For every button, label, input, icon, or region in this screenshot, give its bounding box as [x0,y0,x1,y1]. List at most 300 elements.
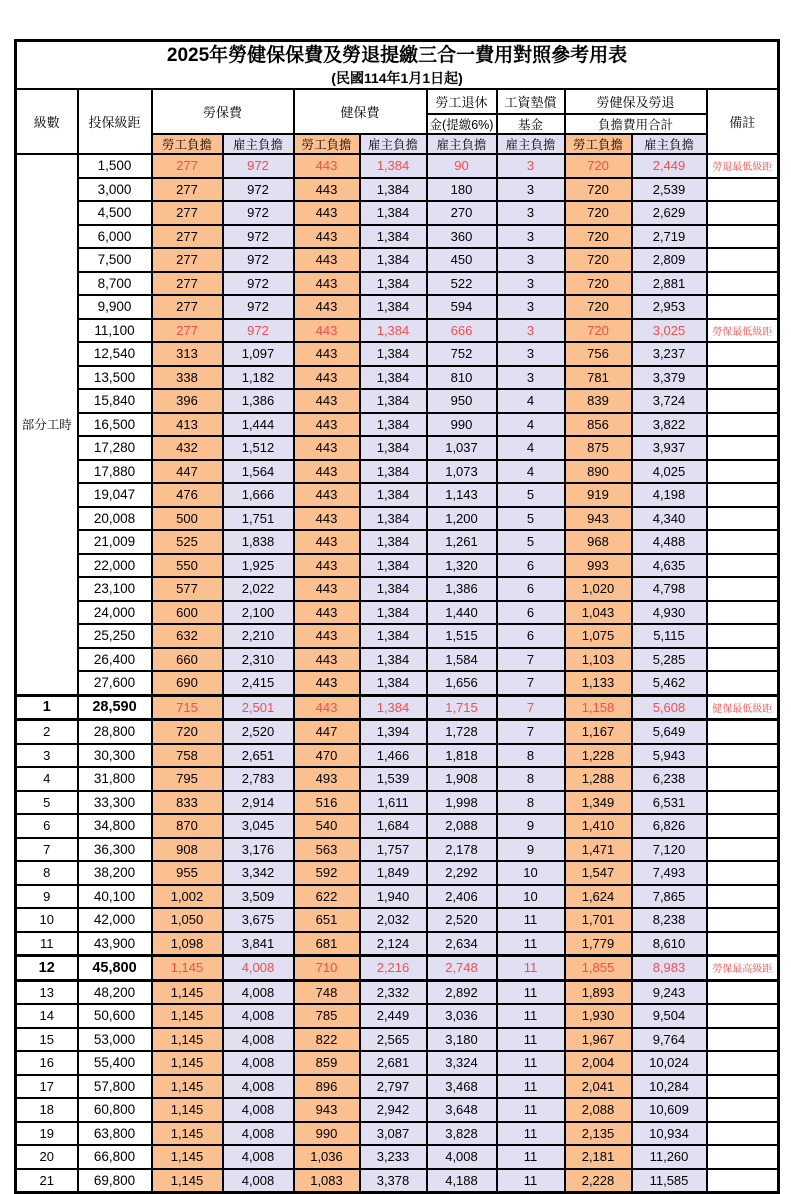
bracket-cell: 6,000 [78,225,152,249]
bracket-cell: 66,800 [78,1145,152,1169]
health-worker-cell: 470 [294,744,360,768]
health-worker-cell: 710 [294,956,360,981]
labor-employer-cell: 1,512 [223,436,294,460]
health-worker-cell: 443 [294,554,360,578]
wage-fund-employer-cell: 8 [497,791,565,815]
labor-employer-cell: 2,914 [223,791,294,815]
wage-fund-employer-cell: 9 [497,838,565,862]
table-row [16,744,779,768]
note-cell [707,885,779,909]
wage-fund-employer-cell: 11 [497,1028,565,1052]
bracket-cell: 12,540 [78,342,152,366]
health-employer-cell: 2,332 [360,980,427,1004]
labor-worker-cell: 396 [152,389,223,413]
bracket-cell: 1,500 [78,154,152,178]
total-employer-cell: 6,826 [632,814,707,838]
total-employer-cell: 9,243 [632,980,707,1004]
labor-employer-cell: 972 [223,201,294,225]
note-cell [707,624,779,648]
note-cell [707,720,779,744]
health-employer-cell: 1,384 [360,389,427,413]
labor-worker-cell: 600 [152,601,223,625]
level-cell: 2 [16,720,78,744]
wage-fund-employer-cell: 3 [497,154,565,178]
labor-employer-cell: 1,838 [223,530,294,554]
health-worker-cell: 443 [294,201,360,225]
health-worker-cell: 443 [294,507,360,531]
page-subtitle: (民國114年1月1日起) [331,70,463,86]
note-cell [707,861,779,885]
labor-worker-cell: 690 [152,671,223,695]
health-employer-cell: 1,384 [360,154,427,178]
health-worker-cell: 990 [294,1122,360,1146]
health-employer-cell: 1,384 [360,248,427,272]
health-worker-cell: 748 [294,980,360,1004]
health-worker-cell: 540 [294,814,360,838]
pension-employer-cell: 270 [427,201,497,225]
labor-worker-cell: 338 [152,366,223,390]
pension-employer-cell: 3,036 [427,1004,497,1028]
total-worker-cell: 2,088 [565,1098,632,1122]
pension-employer-cell: 1,515 [427,624,497,648]
pension-employer-cell: 810 [427,366,497,390]
total-worker-cell: 720 [565,319,632,343]
health-employer-cell: 1,384 [360,319,427,343]
labor-worker-cell: 1,002 [152,885,223,909]
total-worker-cell: 1,288 [565,767,632,791]
header-health-insurance: 健保費 [294,89,427,134]
health-employer-cell: 1,757 [360,838,427,862]
health-employer-cell: 1,384 [360,671,427,695]
health-employer-cell: 1,384 [360,554,427,578]
health-employer-cell: 2,797 [360,1075,427,1099]
health-employer-cell: 2,565 [360,1028,427,1052]
health-employer-cell: 1,384 [360,460,427,484]
total-employer-cell: 5,649 [632,720,707,744]
note-cell [707,225,779,249]
labor-employer-cell: 2,651 [223,744,294,768]
total-employer-cell: 2,719 [632,225,707,249]
table-row [16,1075,779,1099]
labor-employer-cell: 4,008 [223,1051,294,1075]
table-row [16,885,779,909]
table-row [16,178,779,202]
labor-worker-cell: 1,145 [152,1028,223,1052]
total-employer-cell: 11,260 [632,1145,707,1169]
header-pension-line2: 金(提繳6%) [427,114,497,134]
total-employer-cell: 10,284 [632,1075,707,1099]
total-worker-cell: 1,020 [565,577,632,601]
health-worker-cell: 443 [294,648,360,672]
health-employer-cell: 1,384 [360,366,427,390]
labor-employer-cell: 1,564 [223,460,294,484]
labor-employer-cell: 4,008 [223,1169,294,1193]
health-worker-cell: 443 [294,178,360,202]
total-employer-cell: 3,237 [632,342,707,366]
labor-worker-cell: 955 [152,861,223,885]
level-cell: 19 [16,1122,78,1146]
pension-employer-cell: 2,748 [427,956,497,981]
health-worker-cell: 443 [294,389,360,413]
pension-employer-cell: 594 [427,295,497,319]
level-cell: 15 [16,1028,78,1052]
total-worker-cell: 2,135 [565,1122,632,1146]
wage-fund-employer-cell: 4 [497,460,565,484]
labor-worker-cell: 660 [152,648,223,672]
total-worker-cell: 890 [565,460,632,484]
table-row [16,1004,779,1028]
labor-employer-cell: 972 [223,272,294,296]
table-row [16,530,779,554]
health-employer-cell: 1,384 [360,272,427,296]
wage-fund-employer-cell: 11 [497,980,565,1004]
health-employer-cell: 1,940 [360,885,427,909]
note-cell [707,671,779,695]
labor-employer-cell: 1,666 [223,483,294,507]
health-employer-cell: 2,216 [360,956,427,981]
pension-employer-cell: 1,715 [427,695,497,720]
level-cell: 18 [16,1098,78,1122]
health-employer-cell: 1,384 [360,601,427,625]
bracket-cell: 7,500 [78,248,152,272]
total-worker-cell: 720 [565,225,632,249]
note-cell [707,908,779,932]
note-cell [707,530,779,554]
table-row [16,342,779,366]
note-cell [707,389,779,413]
health-worker-cell: 822 [294,1028,360,1052]
total-employer-cell: 3,025 [632,319,707,343]
note-cell [707,413,779,437]
bracket-cell: 43,900 [78,932,152,956]
wage-fund-employer-cell: 11 [497,908,565,932]
wage-fund-employer-cell: 11 [497,1098,565,1122]
total-worker-cell: 2,228 [565,1169,632,1193]
labor-worker-cell: 1,050 [152,908,223,932]
header-labor-insurance: 勞保費 [152,89,294,134]
labor-employer-cell: 4,008 [223,1028,294,1052]
total-worker-cell: 1,167 [565,720,632,744]
health-worker-cell: 443 [294,225,360,249]
total-worker-cell: 1,779 [565,932,632,956]
labor-employer-cell: 4,008 [223,1122,294,1146]
wage-fund-employer-cell: 10 [497,861,565,885]
bracket-cell: 9,900 [78,295,152,319]
pension-employer-cell: 2,406 [427,885,497,909]
health-employer-cell: 1,384 [360,695,427,720]
health-worker-cell: 443 [294,319,360,343]
note-cell [707,248,779,272]
health-employer-cell: 3,233 [360,1145,427,1169]
health-employer-cell: 1,384 [360,577,427,601]
pension-employer-cell: 360 [427,225,497,249]
pension-employer-cell: 1,656 [427,671,497,695]
subheader-labor-employer: 雇主負擔 [223,134,294,154]
table-row [16,671,779,695]
header-total-line2: 負擔費用合計 [565,114,707,134]
wage-fund-employer-cell: 3 [497,272,565,296]
labor-worker-cell: 1,145 [152,956,223,981]
labor-worker-cell: 447 [152,460,223,484]
health-worker-cell: 443 [294,483,360,507]
health-employer-cell: 1,466 [360,744,427,768]
labor-employer-cell: 1,182 [223,366,294,390]
pension-employer-cell: 3,180 [427,1028,497,1052]
level-cell: 1 [16,695,78,720]
health-employer-cell: 1,384 [360,507,427,531]
health-worker-cell: 563 [294,838,360,862]
health-employer-cell: 1,384 [360,624,427,648]
table-row [16,272,779,296]
bracket-cell: 34,800 [78,814,152,838]
health-employer-cell: 1,384 [360,413,427,437]
total-employer-cell: 5,115 [632,624,707,648]
labor-worker-cell: 870 [152,814,223,838]
table-row [16,791,779,815]
note-cell [707,838,779,862]
labor-worker-cell: 313 [152,342,223,366]
title-row [16,41,779,90]
note-cell [707,744,779,768]
total-worker-cell: 1,547 [565,861,632,885]
table-row [16,483,779,507]
labor-employer-cell: 2,100 [223,601,294,625]
health-worker-cell: 443 [294,436,360,460]
labor-employer-cell: 2,520 [223,720,294,744]
total-employer-cell: 3,724 [632,389,707,413]
bracket-cell: 31,800 [78,767,152,791]
note-cell [707,577,779,601]
subheader-health-employer: 雇主負擔 [360,134,427,154]
bracket-cell: 16,500 [78,413,152,437]
level-cell: 5 [16,791,78,815]
labor-employer-cell: 972 [223,178,294,202]
health-worker-cell: 443 [294,272,360,296]
note-cell [707,1051,779,1075]
labor-worker-cell: 1,145 [152,1004,223,1028]
labor-employer-cell: 1,097 [223,342,294,366]
total-employer-cell: 4,635 [632,554,707,578]
labor-employer-cell: 2,022 [223,577,294,601]
table-row [16,908,779,932]
level-cell: 12 [16,956,78,981]
table-row [16,319,779,343]
total-employer-cell: 5,608 [632,695,707,720]
bracket-cell: 26,400 [78,648,152,672]
total-employer-cell: 10,609 [632,1098,707,1122]
wage-fund-employer-cell: 5 [497,483,565,507]
health-worker-cell: 443 [294,624,360,648]
labor-worker-cell: 413 [152,413,223,437]
health-employer-cell: 2,942 [360,1098,427,1122]
health-worker-cell: 681 [294,932,360,956]
labor-worker-cell: 795 [152,767,223,791]
health-worker-cell: 516 [294,791,360,815]
labor-employer-cell: 2,501 [223,695,294,720]
premium-reference-table [14,39,780,1194]
table-row [16,554,779,578]
header-level: 級數 [16,89,78,154]
labor-employer-cell: 1,925 [223,554,294,578]
bracket-cell: 17,280 [78,436,152,460]
labor-worker-cell: 833 [152,791,223,815]
total-employer-cell: 3,379 [632,366,707,390]
labor-employer-cell: 1,386 [223,389,294,413]
total-worker-cell: 875 [565,436,632,460]
pension-employer-cell: 3,468 [427,1075,497,1099]
wage-fund-employer-cell: 3 [497,319,565,343]
labor-employer-cell: 2,210 [223,624,294,648]
total-worker-cell: 1,855 [565,956,632,981]
labor-worker-cell: 1,145 [152,980,223,1004]
labor-worker-cell: 277 [152,154,223,178]
pension-employer-cell: 950 [427,389,497,413]
total-worker-cell: 1,075 [565,624,632,648]
bracket-cell: 19,047 [78,483,152,507]
health-worker-cell: 592 [294,861,360,885]
wage-fund-employer-cell: 6 [497,577,565,601]
total-worker-cell: 1,410 [565,814,632,838]
subheader-wage-fund-employer: 雇主負擔 [497,134,565,154]
total-worker-cell: 839 [565,389,632,413]
pension-employer-cell: 2,520 [427,908,497,932]
subheader-labor-worker: 勞工負擔 [152,134,223,154]
health-worker-cell: 443 [294,460,360,484]
level-cell: 4 [16,767,78,791]
note-cell [707,342,779,366]
labor-worker-cell: 1,145 [152,1122,223,1146]
labor-employer-cell: 2,310 [223,648,294,672]
labor-worker-cell: 277 [152,225,223,249]
health-employer-cell: 2,449 [360,1004,427,1028]
table-row [16,932,779,956]
pension-employer-cell: 1,818 [427,744,497,768]
wage-fund-employer-cell: 3 [497,201,565,225]
wage-fund-employer-cell: 11 [497,1075,565,1099]
total-employer-cell: 5,462 [632,671,707,695]
table-row [16,1051,779,1075]
health-worker-cell: 896 [294,1075,360,1099]
labor-worker-cell: 476 [152,483,223,507]
wage-fund-employer-cell: 11 [497,956,565,981]
bracket-cell: 30,300 [78,744,152,768]
health-employer-cell: 2,681 [360,1051,427,1075]
health-employer-cell: 1,384 [360,530,427,554]
pension-employer-cell: 1,440 [427,601,497,625]
note-cell [707,366,779,390]
pension-employer-cell: 1,584 [427,648,497,672]
total-worker-cell: 1,349 [565,791,632,815]
total-worker-cell: 2,181 [565,1145,632,1169]
pension-employer-cell: 1,037 [427,436,497,460]
labor-worker-cell: 550 [152,554,223,578]
total-employer-cell: 2,881 [632,272,707,296]
table-row [16,366,779,390]
health-worker-cell: 785 [294,1004,360,1028]
note-cell [707,814,779,838]
table-row [16,507,779,531]
wage-fund-employer-cell: 10 [497,885,565,909]
labor-worker-cell: 758 [152,744,223,768]
labor-worker-cell: 1,145 [152,1169,223,1193]
health-employer-cell: 1,684 [360,814,427,838]
wage-fund-employer-cell: 11 [497,932,565,956]
labor-employer-cell: 3,841 [223,932,294,956]
total-employer-cell: 8,610 [632,932,707,956]
labor-employer-cell: 4,008 [223,1075,294,1099]
bracket-cell: 36,300 [78,838,152,862]
total-worker-cell: 2,041 [565,1075,632,1099]
table-row [16,389,779,413]
health-employer-cell: 1,384 [360,178,427,202]
note-cell [707,648,779,672]
labor-employer-cell: 4,008 [223,1098,294,1122]
bracket-cell: 13,500 [78,366,152,390]
health-employer-cell: 1,384 [360,295,427,319]
pension-employer-cell: 450 [427,248,497,272]
health-worker-cell: 859 [294,1051,360,1075]
total-employer-cell: 2,809 [632,248,707,272]
wage-fund-employer-cell: 7 [497,695,565,720]
labor-worker-cell: 432 [152,436,223,460]
table-row [16,436,779,460]
labor-worker-cell: 277 [152,248,223,272]
pension-employer-cell: 3,324 [427,1051,497,1075]
health-worker-cell: 651 [294,908,360,932]
total-worker-cell: 1,133 [565,671,632,695]
total-worker-cell: 968 [565,530,632,554]
note-cell [707,295,779,319]
labor-employer-cell: 972 [223,225,294,249]
total-worker-cell: 1,043 [565,601,632,625]
bracket-cell: 23,100 [78,577,152,601]
pension-employer-cell: 1,320 [427,554,497,578]
bracket-cell: 33,300 [78,791,152,815]
labor-employer-cell: 972 [223,295,294,319]
total-employer-cell: 8,983 [632,956,707,981]
wage-fund-employer-cell: 3 [497,366,565,390]
labor-worker-cell: 1,145 [152,1075,223,1099]
bracket-cell: 15,840 [78,389,152,413]
total-employer-cell: 4,340 [632,507,707,531]
header-bracket: 投保級距 [78,89,152,154]
table-row [16,720,779,744]
health-worker-cell: 493 [294,767,360,791]
total-employer-cell: 5,943 [632,744,707,768]
total-worker-cell: 720 [565,272,632,296]
table-row [16,1145,779,1169]
total-worker-cell: 720 [565,295,632,319]
note-cell [707,932,779,956]
total-employer-cell: 2,953 [632,295,707,319]
note-cell [707,272,779,296]
health-employer-cell: 1,849 [360,861,427,885]
level-cell: 9 [16,885,78,909]
health-employer-cell: 1,384 [360,648,427,672]
total-worker-cell: 993 [565,554,632,578]
health-worker-cell: 443 [294,601,360,625]
total-employer-cell: 10,934 [632,1122,707,1146]
pension-employer-cell: 522 [427,272,497,296]
health-employer-cell: 1,384 [360,225,427,249]
table-row [16,767,779,791]
header-total-line1: 勞健保及勞退 [565,89,707,114]
wage-fund-employer-cell: 6 [497,601,565,625]
health-employer-cell: 1,384 [360,201,427,225]
subheader-total-worker: 勞工負擔 [565,134,632,154]
pension-employer-cell: 90 [427,154,497,178]
labor-worker-cell: 277 [152,272,223,296]
